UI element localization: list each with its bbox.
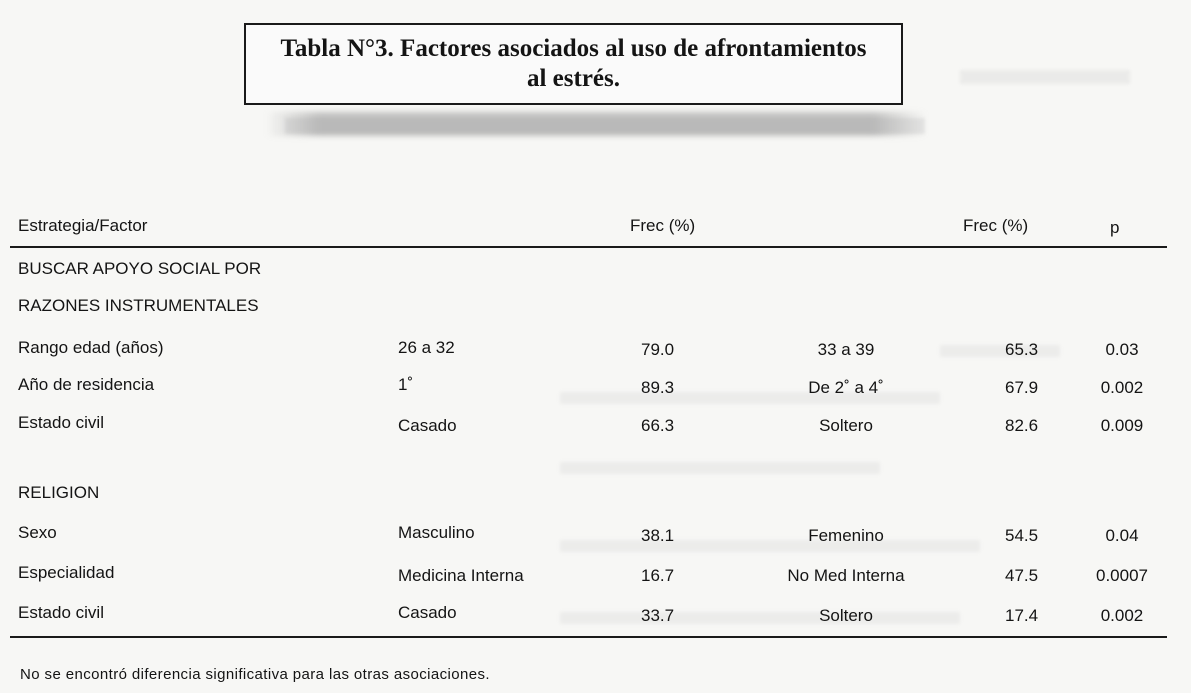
row-value-1: Masculino <box>398 523 475 542</box>
bleed-through-mark <box>560 462 880 474</box>
bleed-through-mark <box>960 70 1130 84</box>
row-factor: Año de residencia <box>18 375 155 394</box>
row-p-value: 0.009 <box>1100 416 1144 435</box>
row-value-2: 33 a 39 <box>817 340 875 359</box>
row-factor: Especialidad <box>18 563 115 582</box>
bottom-rule <box>10 636 1167 638</box>
title-shadow <box>266 112 926 136</box>
row-freq-1: 79.0 <box>641 340 675 359</box>
row-value-2: Femenino <box>808 526 884 545</box>
row-freq-2: 54.5 <box>1005 526 1039 545</box>
row-p-value: 0.002 <box>1100 378 1144 397</box>
table-title-box <box>244 23 903 105</box>
row-freq-1: 33.7 <box>641 606 675 625</box>
row-p-value: 0.0007 <box>1096 566 1148 585</box>
header-factor: Estrategia/Factor <box>18 216 148 235</box>
row-p-value: 0.04 <box>1105 526 1139 545</box>
header-freq-2: Frec (%) <box>963 216 1029 235</box>
row-freq-2: 65.3 <box>1005 340 1039 359</box>
row-value-2: Soltero <box>819 416 873 435</box>
row-freq-2: 67.9 <box>1005 378 1039 397</box>
row-value-2: De 2˚ a 4˚ <box>808 378 884 397</box>
row-factor: Rango edad (años) <box>18 338 164 357</box>
row-value-1: 1˚ <box>398 375 414 394</box>
row-freq-1: 89.3 <box>641 378 675 397</box>
row-value-2: No Med Interna <box>787 566 905 585</box>
section-heading: BUSCAR APOYO SOCIAL POR <box>18 259 262 278</box>
section-heading: RAZONES INSTRUMENTALES <box>18 296 259 315</box>
row-freq-2: 17.4 <box>1005 606 1039 625</box>
header-freq-1: Frec (%) <box>630 216 696 235</box>
row-p-value: 0.002 <box>1100 606 1144 625</box>
table-title-line-1: Tabla N°3. Factores asociados al uso de afrontamientos <box>280 35 867 62</box>
table-footnote: No se encontró diferencia significativa para las otras asociaciones. <box>20 666 490 683</box>
row-value-2: Soltero <box>819 606 873 625</box>
row-freq-1: 16.7 <box>641 566 675 585</box>
row-value-1: 26 a 32 <box>398 338 455 357</box>
row-factor: Sexo <box>18 523 57 542</box>
bleed-through-mark <box>940 345 1060 357</box>
row-freq-2: 47.5 <box>1005 566 1039 585</box>
row-factor: Estado civil <box>18 603 104 622</box>
header-p: p <box>1110 218 1120 237</box>
table-title-line-2: al estrés. <box>526 65 621 92</box>
header-rule <box>10 246 1167 248</box>
row-freq-1: 38.1 <box>641 526 675 545</box>
section-heading: RELIGION <box>18 483 100 502</box>
row-value-1: Casado <box>398 416 457 435</box>
row-factor: Estado civil <box>18 413 104 432</box>
row-value-1: Medicina Interna <box>398 566 524 585</box>
row-freq-2: 82.6 <box>1005 416 1039 435</box>
row-freq-1: 66.3 <box>641 416 675 435</box>
row-p-value: 0.03 <box>1105 340 1139 359</box>
row-value-1: Casado <box>398 603 457 622</box>
